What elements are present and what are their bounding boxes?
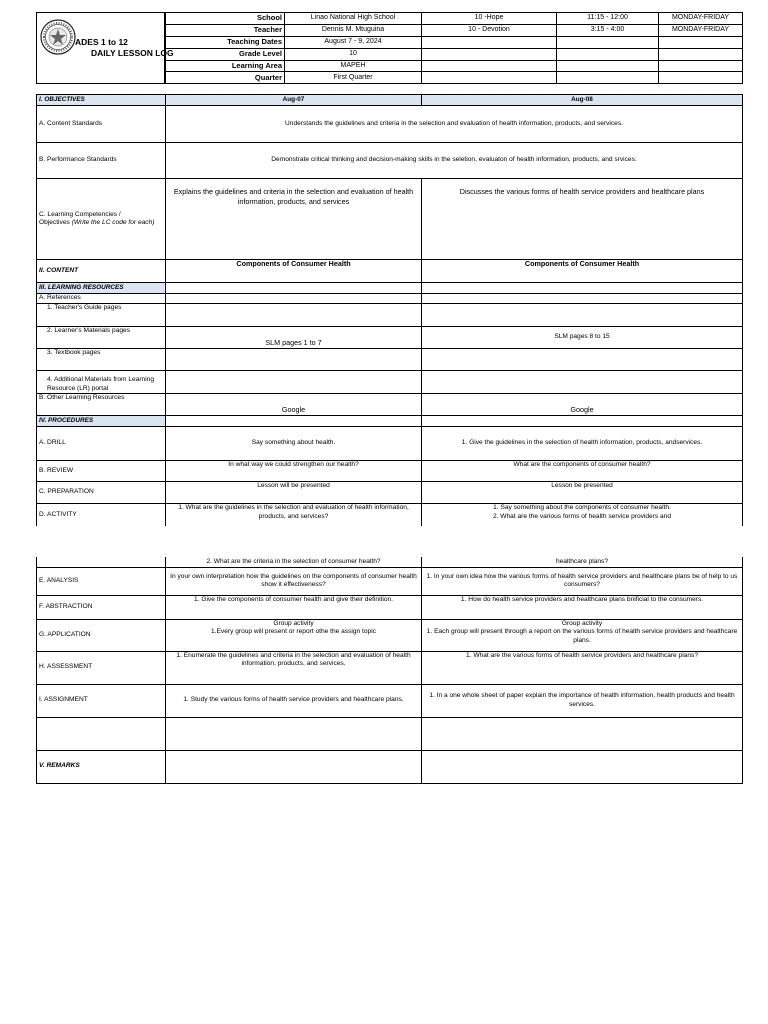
blank-cell	[37, 557, 166, 567]
header-block	[36, 12, 742, 84]
learning-competencies-row	[37, 179, 743, 260]
teacher-value: Dennis M. Mtuguina	[285, 24, 422, 36]
application-2-title: Group activity	[561, 619, 603, 627]
review-label: B. REVIEW	[37, 461, 166, 482]
content-2: Components of Consumer Health	[422, 260, 743, 283]
assignment-1: 1. Study the various forms of health service providers and healthcare plans.	[166, 684, 422, 717]
teachers-guide-label: 1. Teacher's Guide pages	[37, 304, 166, 327]
blank-cell	[422, 294, 743, 304]
learners-materials-row	[37, 327, 743, 349]
date-header-1: Aug-07	[166, 95, 422, 106]
additional-materials-label: 4. Additional Materials from Learning Resource (LR) portal	[37, 371, 166, 394]
blank-cell	[422, 371, 743, 394]
application-1	[166, 619, 422, 651]
quarter-label: Quarter	[166, 72, 285, 84]
preparation-1: Lesson will be presented	[166, 482, 422, 504]
activity-2-line2: 2. What are the various forms of health service providers and	[492, 512, 672, 520]
preparation-row	[37, 482, 743, 504]
textbook-row	[37, 349, 743, 371]
blank-cell	[37, 717, 166, 750]
references-row	[37, 294, 743, 304]
resources-section-label: III. LEARNING RESOURCES	[37, 283, 166, 294]
area-value: MAPEH	[285, 60, 422, 72]
content-row	[37, 260, 743, 283]
blank-cell	[422, 717, 743, 750]
textbook-label: 3. Textbook pages	[37, 349, 166, 371]
abstraction-2: 1. How do health service providers and healthcare plans bnificial to the consumers.	[422, 595, 743, 619]
activity-2-line1: 1. Say something about the components of consumer health.	[493, 504, 671, 511]
performance-standards-row	[37, 143, 743, 179]
abstraction-label: F. ABSTRACTION	[37, 595, 166, 619]
grade-label: Grade Level	[166, 48, 285, 60]
application-label: G. APPLICATION	[37, 619, 166, 651]
area-label: Learning Area	[166, 60, 285, 72]
blank-cell	[557, 60, 659, 72]
assessment-label: H. ASSESSMENT	[37, 651, 166, 684]
objectives-header-row	[37, 95, 743, 106]
content-standards-text: Understands the guidelines and criteria in the selection and evaluation of health information, products, and services.	[166, 106, 743, 143]
dates-label: Teaching Dates	[166, 36, 285, 48]
references-label: A. References	[37, 294, 166, 304]
blank-cell	[557, 48, 659, 60]
teachers-guide-row	[37, 304, 743, 327]
content-standards-row	[37, 106, 743, 143]
header-row-area	[166, 60, 743, 72]
activity-1-continued: 2. What are the criteria in the selection of consumer health?	[166, 557, 422, 567]
blank-cell	[166, 294, 422, 304]
blank-cell	[422, 36, 557, 48]
blank-cell	[422, 416, 743, 427]
blank-cell	[659, 48, 743, 60]
objectives-section-label: I. OBJECTIVES	[37, 95, 166, 106]
content-standards-label: A. Content Standards	[37, 106, 166, 143]
google-1: Google	[166, 394, 422, 416]
header-row-teacher	[166, 24, 743, 36]
blank-cell	[166, 717, 422, 750]
activity-continued-row	[37, 557, 743, 567]
header-info-table	[165, 12, 743, 84]
analysis-row	[37, 567, 743, 595]
date-header-2: Aug-08	[422, 95, 743, 106]
abstraction-row	[37, 595, 743, 619]
quarter-value: First Quarter	[285, 72, 422, 84]
drill-1: Say something about health.	[166, 427, 422, 461]
daily-lesson-log-title: DAILY LESSON LOG	[91, 48, 174, 58]
slm-pages-1: SLM pages 1 to 7	[166, 327, 422, 349]
application-2-text: 1. Each group will present through a report on the various forms of health service providers and healthcare plans.	[426, 628, 738, 644]
header-row-school	[166, 13, 743, 25]
blank-cell	[422, 283, 743, 294]
blank-row	[37, 717, 743, 750]
remarks-1	[166, 750, 422, 783]
preparation-2: Lesson be presented	[422, 482, 743, 504]
drill-label: A. DRILL	[37, 427, 166, 461]
application-2	[422, 619, 743, 651]
activity-label: D. ACTIVITY	[37, 504, 166, 526]
blank-cell	[422, 48, 557, 60]
blank-cell	[422, 304, 743, 327]
section-1: 10 -Hope	[422, 13, 557, 25]
activity-2	[422, 504, 743, 526]
header-row-grade	[166, 48, 743, 60]
remarks-2	[422, 750, 743, 783]
resources-header-row	[37, 283, 743, 294]
application-1-title: Group activity	[273, 619, 314, 627]
school-label: School	[166, 13, 285, 25]
drill-2: 1. Give the guidelines in the selection of health information, products, andservices.	[422, 427, 743, 461]
header-row-quarter	[166, 72, 743, 84]
analysis-2: 1. In your own idea how the various forms of health service providers and healthcare plans be of help to us consumers?	[422, 567, 743, 595]
other-resources-label: B. Other Learning Resources	[37, 394, 166, 416]
lesson-table-bottom	[36, 557, 743, 784]
performance-standards-text: Demonstrate critical thinking and decision-making skills in the seletion, evaluaton of health information, products, and srvices.	[166, 143, 743, 179]
lc-label-note: (Write the LC code for each)	[71, 219, 155, 226]
assignment-row	[37, 684, 743, 717]
blank-cell	[422, 349, 743, 371]
content-section-label: II. CONTENT	[37, 260, 166, 283]
blank-cell	[166, 349, 422, 371]
analysis-label: E. ANALYSIS	[37, 567, 166, 595]
activity-row	[37, 504, 743, 526]
blank-cell	[422, 72, 557, 84]
blank-cell	[659, 36, 743, 48]
days-1: MONDAY-FRIDAY	[659, 13, 743, 25]
logo-box	[36, 12, 174, 84]
time-2: 3:15 - 4:00	[557, 24, 659, 36]
google-2: Google	[422, 394, 743, 416]
assessment-2: 1. What are the various forms of health service providers and healthcare plans?	[422, 651, 743, 684]
blank-cell	[166, 371, 422, 394]
procedures-header-row	[37, 416, 743, 427]
remarks-label: V. REMARKS	[37, 750, 166, 783]
assignment-2: 1. In a one whole sheet of paper explain the importance of health information, health products and health services.	[422, 684, 743, 717]
assignment-label: I. ASSIGNMENT	[37, 684, 166, 717]
performance-standards-label: B. Performance Standards	[37, 143, 166, 179]
drill-row	[37, 427, 743, 461]
analysis-1: In your own interpretation how the guidelines on the components of consumer health show it effectiveness?	[166, 567, 422, 595]
assessment-1: 1. Enumerate the guidelines and criteria in the selection and evaluation of health information, products, and services.	[166, 651, 422, 684]
review-1: In what way we could strengthen our health?	[166, 461, 422, 482]
time-1: 11:15 - 12:00	[557, 13, 659, 25]
blank-cell	[422, 60, 557, 72]
header-row-dates	[166, 36, 743, 48]
additional-materials-row	[37, 371, 743, 394]
blank-cell	[659, 72, 743, 84]
assessment-row	[37, 651, 743, 684]
learning-competencies-label	[37, 179, 166, 260]
blank-cell	[166, 283, 422, 294]
activity-2-continued: healthcare plans?	[422, 557, 743, 567]
lesson-table-top	[36, 94, 743, 526]
competency-2: Discusses the various forms of health service providers and healthcare plans	[422, 179, 743, 260]
blank-cell	[166, 304, 422, 327]
application-row	[37, 619, 743, 651]
learners-materials-label: 2. Learner's Materials pages	[37, 327, 166, 349]
grade-value: 10	[285, 48, 422, 60]
teacher-label: Teacher	[166, 24, 285, 36]
blank-cell	[557, 72, 659, 84]
school-value: Linao National High School	[285, 13, 422, 25]
lc-label-line2: Objectives	[39, 219, 72, 226]
deped-seal-icon	[40, 19, 76, 55]
remarks-row	[37, 750, 743, 783]
application-1-text: 1.Every group will present or report othe the assign topic	[211, 628, 376, 635]
slm-pages-2: SLM pages 8 to 15	[422, 327, 743, 349]
blank-cell	[166, 416, 422, 427]
lc-label-line1: C. Learning Competencies /	[39, 210, 121, 218]
grades-title: ADES 1 to 12	[75, 37, 128, 47]
section-2: 10 - Devotion	[422, 24, 557, 36]
blank-cell	[659, 60, 743, 72]
days-2: MONDAY-FRIDAY	[659, 24, 743, 36]
review-2: What are the components of consumer health?	[422, 461, 743, 482]
procedures-section-label: IV. PROCEDURES	[37, 416, 166, 427]
dates-value: August 7 - 9, 2024	[285, 36, 422, 48]
blank-cell	[557, 36, 659, 48]
preparation-label: C. PREPARATION	[37, 482, 166, 504]
review-row	[37, 461, 743, 482]
competency-1: Explains the guidelines and criteria in the selection and evaluation of health information, products, and services	[166, 179, 422, 260]
abstraction-1: 1. Give the components of consumer health and give their definition.	[166, 595, 422, 619]
other-resources-row	[37, 394, 743, 416]
activity-1: 1. What are the guidelines in the selection and evaluation of health information, products, and services?	[166, 504, 422, 526]
content-1: Components of Consumer Health	[166, 260, 422, 283]
